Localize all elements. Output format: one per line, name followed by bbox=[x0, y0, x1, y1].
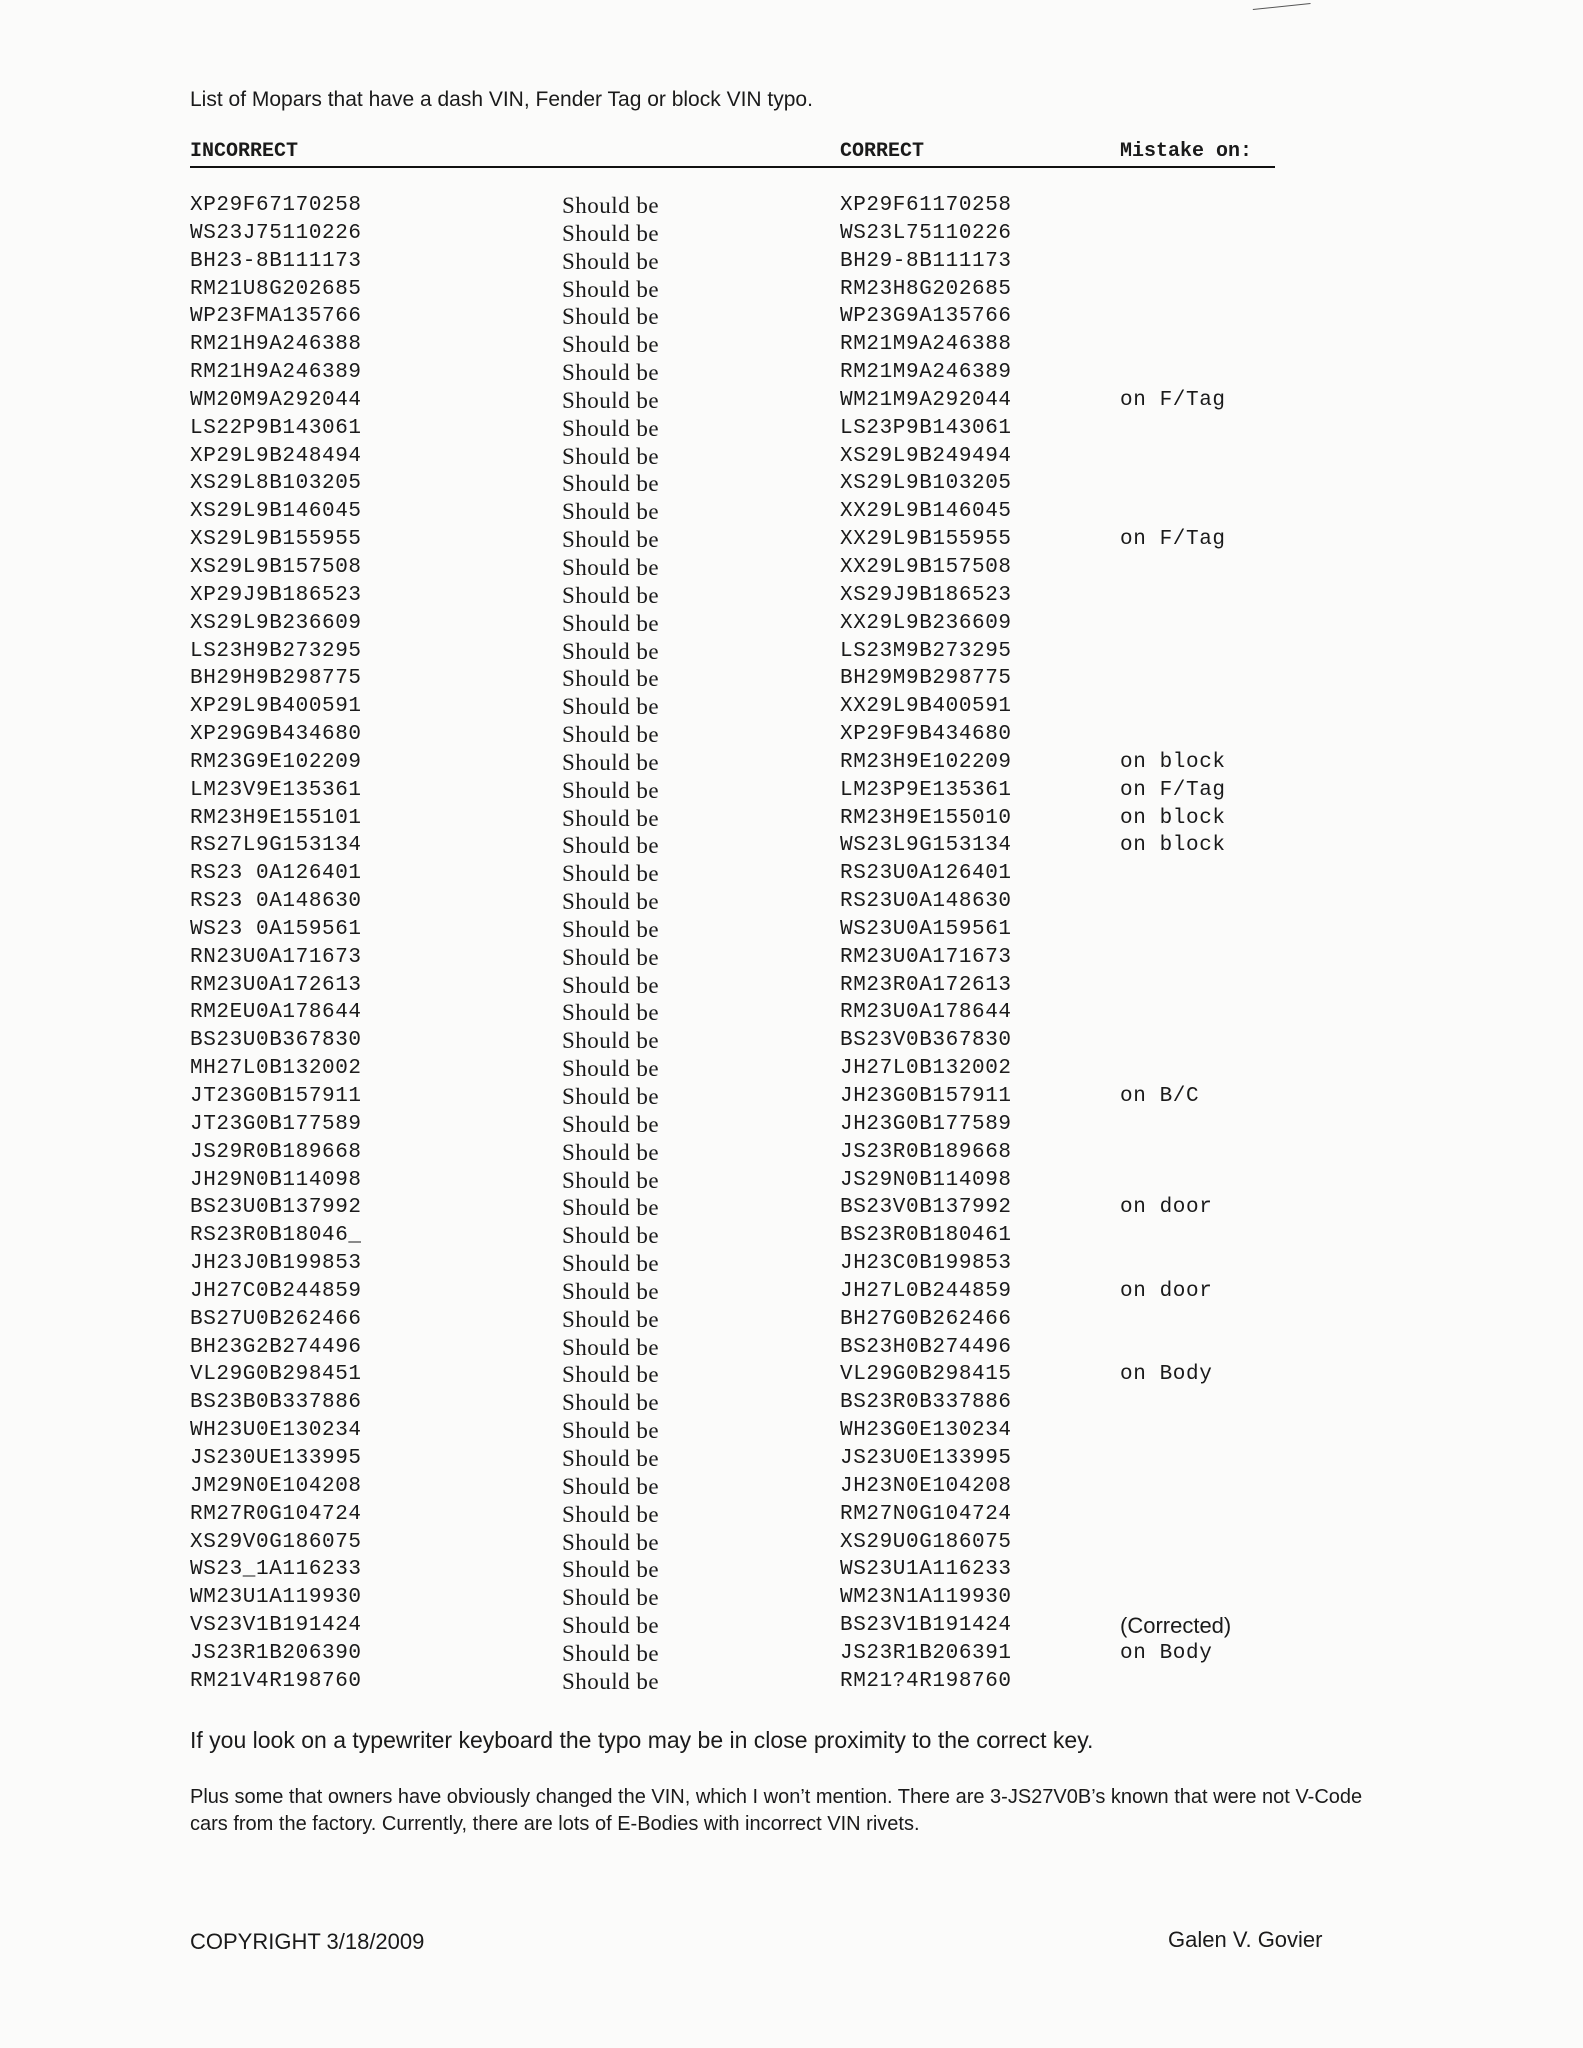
table-row bbox=[190, 1501, 1330, 1529]
correct-vin: RM23H9E102209 bbox=[840, 750, 1012, 774]
correct-vin: WP23G9A135766 bbox=[840, 305, 1012, 329]
correct-vin: XS29J9B186523 bbox=[840, 583, 1012, 607]
correct-vin: VL29G0B298415 bbox=[840, 1363, 1012, 1387]
correct-vin: RM23R0A172613 bbox=[840, 973, 1012, 997]
table-row bbox=[190, 1334, 1330, 1362]
table-row bbox=[190, 387, 1330, 415]
incorrect-vin: RM21U8G202685 bbox=[190, 277, 362, 301]
table-row bbox=[190, 1083, 1330, 1111]
incorrect-vin: BS27U0B262466 bbox=[190, 1307, 362, 1331]
should-be-text: Should be bbox=[562, 1251, 660, 1277]
correct-vin: XP29F61170258 bbox=[840, 194, 1012, 217]
mistake-location: on block bbox=[1120, 834, 1226, 858]
correct-vin: XS29L9B103205 bbox=[840, 472, 1012, 496]
should-be-text: Should be bbox=[562, 193, 660, 218]
table-row bbox=[190, 638, 1330, 666]
correct-vin: RS23U0A126401 bbox=[840, 862, 1012, 886]
table-row bbox=[190, 1445, 1330, 1473]
correct-vin: LS23M9B273295 bbox=[840, 639, 1012, 663]
table-row bbox=[190, 415, 1330, 443]
table-row bbox=[190, 359, 1330, 387]
correct-vin: RS23U0A148630 bbox=[840, 890, 1012, 914]
table-row bbox=[190, 1584, 1330, 1612]
typewriter-note: If you look on a typewriter keyboard the typo may be in close proximity to the correct key. bbox=[190, 1727, 1094, 1753]
incorrect-vin: WS23J75110226 bbox=[190, 221, 362, 245]
incorrect-vin: LS23H9B273295 bbox=[190, 639, 362, 663]
incorrect-vin: XS29L9B157508 bbox=[190, 555, 362, 579]
incorrect-vin: WS23 0A159561 bbox=[190, 917, 362, 941]
incorrect-vin: WM23U1A119930 bbox=[190, 1586, 362, 1610]
incorrect-vin: JH27C0B244859 bbox=[190, 1279, 362, 1303]
incorrect-vin: XS29L9B146045 bbox=[190, 500, 362, 524]
should-be-text: Should be bbox=[562, 304, 660, 330]
should-be-text: Should be bbox=[562, 1278, 660, 1304]
incorrect-vin: RM2EU0A178644 bbox=[190, 1001, 362, 1025]
correct-vin: RM27N0G104724 bbox=[840, 1502, 1012, 1526]
mistake-location: on Body bbox=[1120, 1641, 1213, 1665]
should-be-text: Should be bbox=[562, 1111, 660, 1137]
correct-vin: LM23P9E135361 bbox=[840, 778, 1012, 802]
incorrect-vin: JM29N0E104208 bbox=[190, 1474, 362, 1498]
should-be-text: Should be bbox=[562, 1390, 660, 1416]
table-row bbox=[190, 443, 1330, 471]
incorrect-vin: RM23H9E155101 bbox=[190, 806, 362, 830]
table-row bbox=[190, 721, 1330, 749]
incorrect-vin: RM21H9A246389 bbox=[190, 361, 362, 385]
should-be-text: Should be bbox=[562, 1195, 660, 1221]
incorrect-vin: BH23-8B111173 bbox=[190, 249, 362, 273]
incorrect-vin: XS29V0G186075 bbox=[190, 1530, 362, 1554]
table-row bbox=[190, 1389, 1330, 1417]
correct-vin: RM23H8G202685 bbox=[840, 277, 1012, 301]
should-be-text: Should be bbox=[562, 1445, 660, 1471]
incorrect-vin: XP29L9B248494 bbox=[190, 444, 362, 468]
correct-vin: WS23L75110226 bbox=[840, 221, 1012, 245]
scan-mark bbox=[1253, 3, 1311, 16]
correct-vin: JS23R0B189668 bbox=[840, 1140, 1012, 1164]
table-row bbox=[190, 554, 1330, 582]
correct-vin: JH23C0B199853 bbox=[840, 1252, 1012, 1276]
incorrect-vin: RM21H9A246388 bbox=[190, 333, 362, 357]
correct-vin: XS29L9B249494 bbox=[840, 444, 1012, 468]
correct-vin: RM21M9A246388 bbox=[840, 333, 1012, 357]
incorrect-vin: WP23FMA135766 bbox=[190, 305, 362, 329]
should-be-text: Should be bbox=[562, 777, 660, 803]
table-row bbox=[190, 1139, 1330, 1167]
correct-vin: BS23R0B337886 bbox=[840, 1391, 1012, 1415]
correct-vin: BS23V0B137992 bbox=[840, 1196, 1012, 1220]
table-row bbox=[190, 1055, 1330, 1083]
incorrect-vin: BH29H9B298775 bbox=[190, 667, 362, 691]
table-row bbox=[190, 1473, 1330, 1501]
table-row bbox=[190, 972, 1330, 1000]
mistake-location: on block bbox=[1120, 750, 1226, 774]
table-row bbox=[190, 1222, 1330, 1250]
correct-vin: BS23V1B191424 bbox=[840, 1614, 1012, 1638]
author-name: Galen V. Govier bbox=[1168, 1927, 1323, 1952]
incorrect-vin: LS22P9B143061 bbox=[190, 416, 362, 440]
should-be-text: Should be bbox=[562, 499, 660, 525]
incorrect-vin: WS23_1A116233 bbox=[190, 1558, 362, 1582]
correct-vin: BH29-8B111173 bbox=[840, 249, 1012, 273]
incorrect-vin: LM23V9E135361 bbox=[190, 778, 362, 802]
correct-vin: XX29L9B157508 bbox=[840, 555, 1012, 579]
should-be-text: Should be bbox=[562, 1501, 660, 1527]
should-be-text: Should be bbox=[562, 1473, 660, 1499]
should-be-text: Should be bbox=[562, 1613, 660, 1639]
should-be-text: Should be bbox=[562, 415, 660, 441]
table-row bbox=[190, 1167, 1330, 1195]
table-row bbox=[190, 1529, 1330, 1557]
incorrect-vin: JH23J0B199853 bbox=[190, 1252, 362, 1276]
mistake-location: on Body bbox=[1120, 1363, 1213, 1387]
should-be-text: Should be bbox=[562, 387, 660, 413]
correct-vin: RM21M9A246389 bbox=[840, 361, 1012, 385]
correct-vin: JS29N0B114098 bbox=[840, 1168, 1012, 1192]
table-row bbox=[190, 944, 1330, 972]
table-row bbox=[190, 805, 1330, 833]
incorrect-vin: BS23U0B137992 bbox=[190, 1196, 362, 1220]
table-row bbox=[190, 248, 1330, 276]
mistake-location: on door bbox=[1120, 1279, 1213, 1303]
should-be-text: Should be bbox=[562, 582, 660, 608]
table-row bbox=[190, 192, 1330, 220]
should-be-text: Should be bbox=[562, 861, 660, 887]
should-be-text: Should be bbox=[562, 471, 660, 497]
should-be-text: Should be bbox=[562, 722, 660, 748]
incorrect-vin: RM23G9E102209 bbox=[190, 750, 362, 774]
should-be-text: Should be bbox=[562, 527, 660, 553]
incorrect-vin: JH29N0B114098 bbox=[190, 1168, 362, 1192]
table-row bbox=[190, 1417, 1330, 1445]
should-be-text: Should be bbox=[562, 1585, 660, 1611]
incorrect-vin: JS23R1B206390 bbox=[190, 1641, 362, 1665]
incorrect-vin: BS23U0B367830 bbox=[190, 1029, 362, 1053]
header-incorrect: INCORRECT bbox=[190, 140, 299, 163]
incorrect-vin: XS29L9B155955 bbox=[190, 528, 362, 552]
incorrect-vin: WH23U0E130234 bbox=[190, 1419, 362, 1443]
table-row bbox=[190, 749, 1330, 777]
table-row bbox=[190, 860, 1330, 888]
table-row bbox=[190, 1556, 1330, 1584]
table-row bbox=[190, 1612, 1330, 1640]
correct-vin: XP29F9B434680 bbox=[840, 723, 1012, 747]
correct-vin: WH23G0E130234 bbox=[840, 1419, 1012, 1443]
should-be-text: Should be bbox=[562, 944, 660, 970]
table-row bbox=[190, 582, 1330, 610]
should-be-text: Should be bbox=[562, 749, 660, 775]
should-be-text: Should be bbox=[562, 638, 660, 664]
page-title: List of Mopars that have a dash VIN, Fender Tag or block VIN typo. bbox=[190, 88, 813, 111]
correct-vin: WM21M9A292044 bbox=[840, 388, 1012, 412]
should-be-text: Should be bbox=[562, 220, 660, 246]
should-be-text: Should be bbox=[562, 360, 660, 386]
should-be-text: Should be bbox=[562, 1139, 660, 1165]
should-be-text: Should be bbox=[562, 1223, 660, 1249]
table-row bbox=[190, 888, 1330, 916]
table-row bbox=[190, 1194, 1330, 1222]
incorrect-vin: JT23G0B157911 bbox=[190, 1085, 362, 1108]
incorrect-vin: RM21V4R198760 bbox=[190, 1669, 362, 1693]
correct-vin: JH23G0B157911 bbox=[840, 1085, 1012, 1108]
should-be-text: Should be bbox=[562, 443, 660, 469]
header-correct: CORRECT bbox=[840, 140, 925, 163]
incorrect-vin: VS23V1B191424 bbox=[190, 1614, 362, 1638]
incorrect-vin: XP29F67170258 bbox=[190, 194, 362, 217]
correct-vin: JS23R1B206391 bbox=[840, 1641, 1012, 1665]
incorrect-vin: RS27L9G153134 bbox=[190, 834, 362, 858]
table-row bbox=[190, 777, 1330, 805]
correct-vin: BS23H0B274496 bbox=[840, 1335, 1012, 1359]
table-row bbox=[190, 331, 1330, 359]
should-be-text: Should be bbox=[562, 972, 660, 998]
table-row bbox=[190, 999, 1330, 1027]
incorrect-vin: RM27R0G104724 bbox=[190, 1502, 362, 1526]
should-be-text: Should be bbox=[562, 1000, 660, 1026]
should-be-text: Should be bbox=[562, 1167, 660, 1193]
correct-vin: WS23U0A159561 bbox=[840, 917, 1012, 941]
table-row bbox=[190, 832, 1330, 860]
correct-vin: JH23G0B177589 bbox=[840, 1112, 1012, 1136]
correct-vin: XS29U0G186075 bbox=[840, 1530, 1012, 1554]
incorrect-vin: RS23R0B18046_ bbox=[190, 1224, 362, 1248]
table-row bbox=[190, 303, 1330, 331]
correct-vin: WS23U1A116233 bbox=[840, 1558, 1012, 1582]
correct-vin: LS23P9B143061 bbox=[840, 416, 1012, 440]
vin-table bbox=[190, 192, 1330, 1696]
correct-vin: XX29L9B155955 bbox=[840, 528, 1012, 552]
incorrect-vin: XS29L9B236609 bbox=[190, 611, 362, 635]
should-be-text: Should be bbox=[562, 805, 660, 831]
mistake-location: (Corrected) bbox=[1120, 1613, 1232, 1639]
incorrect-vin: BS23B0B337886 bbox=[190, 1391, 362, 1415]
should-be-text: Should be bbox=[562, 916, 660, 942]
table-row bbox=[190, 693, 1330, 721]
correct-vin: JH27L0B132002 bbox=[840, 1057, 1012, 1081]
incorrect-vin: BH23G2B274496 bbox=[190, 1335, 362, 1359]
incorrect-vin: JS29R0B189668 bbox=[190, 1140, 362, 1164]
should-be-text: Should be bbox=[562, 248, 660, 274]
table-row bbox=[190, 498, 1330, 526]
mistake-location: on F/Tag bbox=[1120, 778, 1226, 802]
correct-vin: XX29L9B146045 bbox=[840, 500, 1012, 524]
incorrect-vin: XP29L9B400591 bbox=[190, 695, 362, 719]
correct-vin: WM23N1A119930 bbox=[840, 1586, 1012, 1610]
incorrect-vin: RS23 0A148630 bbox=[190, 890, 362, 914]
should-be-text: Should be bbox=[562, 1668, 660, 1694]
correct-vin: RM21?4R198760 bbox=[840, 1669, 1012, 1693]
table-row bbox=[190, 1306, 1330, 1334]
correct-vin: RM23U0A171673 bbox=[840, 945, 1012, 969]
should-be-text: Should be bbox=[562, 833, 660, 859]
should-be-text: Should be bbox=[562, 1640, 660, 1666]
should-be-text: Should be bbox=[562, 554, 660, 580]
mistake-location: on F/Tag bbox=[1120, 528, 1226, 552]
should-be-text: Should be bbox=[562, 1028, 660, 1054]
incorrect-vin: JS230UE133995 bbox=[190, 1446, 362, 1470]
correct-vin: JS23U0E133995 bbox=[840, 1446, 1012, 1470]
should-be-text: Should be bbox=[562, 1306, 660, 1332]
incorrect-vin: XP29G9B434680 bbox=[190, 723, 362, 747]
should-be-text: Should be bbox=[562, 889, 660, 915]
should-be-text: Should be bbox=[562, 1557, 660, 1583]
table-row bbox=[190, 220, 1330, 248]
table-row bbox=[190, 1250, 1330, 1278]
incorrect-vin: XS29L8B103205 bbox=[190, 472, 362, 496]
table-row bbox=[190, 610, 1330, 638]
table-row bbox=[190, 276, 1330, 304]
mistake-location: on F/Tag bbox=[1120, 388, 1226, 412]
should-be-text: Should be bbox=[562, 1056, 660, 1082]
correct-vin: WS23L9G153134 bbox=[840, 834, 1012, 858]
correct-vin: BS23R0B180461 bbox=[840, 1224, 1012, 1248]
table-row bbox=[190, 665, 1330, 693]
should-be-text: Should be bbox=[562, 1334, 660, 1360]
table-row bbox=[190, 470, 1330, 498]
mistake-location: on door bbox=[1120, 1196, 1213, 1220]
mistake-location: on block bbox=[1120, 806, 1226, 830]
correct-vin: RM23H9E155010 bbox=[840, 806, 1012, 830]
correct-vin: XX29L9B236609 bbox=[840, 611, 1012, 635]
mistake-location: on B/C bbox=[1120, 1085, 1200, 1108]
correct-vin: JH23N0E104208 bbox=[840, 1474, 1012, 1498]
incorrect-vin: VL29G0B298451 bbox=[190, 1363, 362, 1387]
table-row bbox=[190, 916, 1330, 944]
should-be-text: Should be bbox=[562, 610, 660, 636]
table-row bbox=[190, 1111, 1330, 1139]
should-be-text: Should be bbox=[562, 1362, 660, 1388]
should-be-text: Should be bbox=[562, 276, 660, 302]
incorrect-vin: MH27L0B132002 bbox=[190, 1057, 362, 1081]
incorrect-vin: WM20M9A292044 bbox=[190, 388, 362, 412]
incorrect-vin: RS23 0A126401 bbox=[190, 862, 362, 886]
should-be-text: Should be bbox=[562, 694, 660, 720]
correct-vin: BH29M9B298775 bbox=[840, 667, 1012, 691]
copyright: COPYRIGHT 3/18/2009 bbox=[190, 1929, 425, 1954]
incorrect-vin: RN23U0A171673 bbox=[190, 945, 362, 969]
correct-vin: BH27G0B262466 bbox=[840, 1307, 1012, 1331]
table-row bbox=[190, 526, 1330, 554]
should-be-text: Should be bbox=[562, 332, 660, 358]
table-row bbox=[190, 1027, 1330, 1055]
should-be-text: Should be bbox=[562, 666, 660, 692]
table-row bbox=[190, 1668, 1330, 1696]
should-be-text: Should be bbox=[562, 1418, 660, 1444]
should-be-text: Should be bbox=[562, 1084, 660, 1109]
owners-note: Plus some that owners have obviously changed the VIN, which I won’t mention. There are 3-JS27V0B’s known that were not V-Code cars from the factory. Currently, there are lots of E-Bodies with incorrect VIN rivets. bbox=[190, 1786, 1363, 1835]
table-row bbox=[190, 1361, 1330, 1389]
header-mistake-on: Mistake on: bbox=[1120, 140, 1253, 163]
table-row bbox=[190, 1278, 1330, 1306]
correct-vin: BS23V0B367830 bbox=[840, 1029, 1012, 1053]
should-be-text: Should be bbox=[562, 1529, 660, 1555]
incorrect-vin: JT23G0B177589 bbox=[190, 1112, 362, 1136]
correct-vin: XX29L9B400591 bbox=[840, 695, 1012, 719]
table-row bbox=[190, 1640, 1330, 1668]
correct-vin: RM23U0A178644 bbox=[840, 1001, 1012, 1025]
incorrect-vin: RM23U0A172613 bbox=[190, 973, 362, 997]
correct-vin: JH27L0B244859 bbox=[840, 1279, 1012, 1303]
table-header bbox=[190, 138, 1275, 168]
incorrect-vin: XP29J9B186523 bbox=[190, 583, 362, 607]
